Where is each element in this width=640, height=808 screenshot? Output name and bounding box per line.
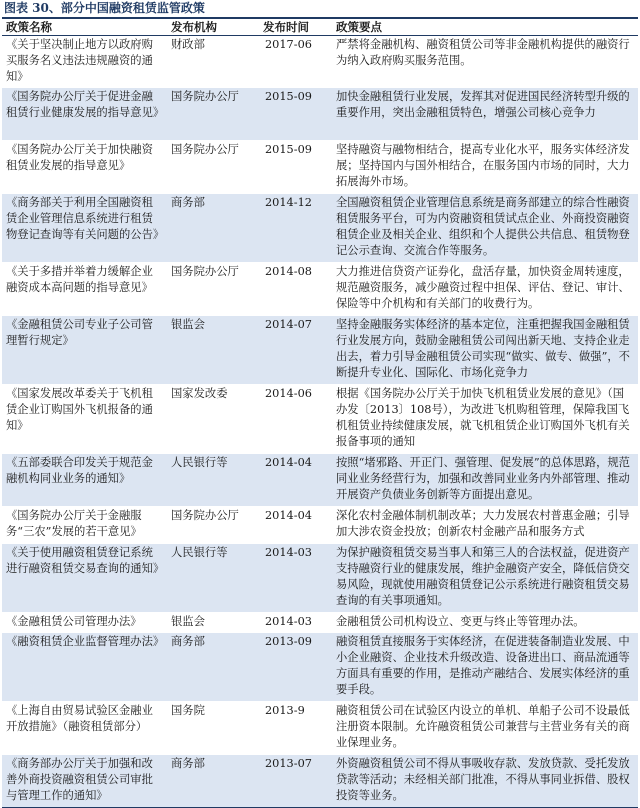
table-row	[2, 384, 638, 453]
policy-name-cell: 《关于坚决制止地方以政府购买服务名义违法违规融资的通知》	[6, 38, 153, 84]
table-row	[2, 701, 638, 754]
table-body	[2, 36, 638, 808]
issue-date-cell: 2014-08	[265, 264, 312, 278]
table-row	[2, 140, 638, 193]
table-row	[2, 262, 638, 315]
table-row	[2, 315, 638, 384]
policy-name-cell: 《金融租赁公司专业子公司管理暂行规定》	[2, 315, 167, 384]
issuing-org-cell: 人民银行等	[167, 543, 259, 612]
header-policy-points: 政策要点	[332, 18, 638, 36]
policy-points-cell: 根据《国务院办公厅关于加快飞机租赁业发展的意见》（国办发〔2013〕108号），为改进飞机购租管理，保障我国飞机租赁业持续健康发展，就飞机租赁企业订购国外飞机有关报备事项的通知	[336, 386, 630, 449]
policy-name-cell: 《融资租赁企业监督管理办法》	[2, 632, 167, 701]
policy-name-cell: 《关于使用融资租赁登记系统进行融资租赁交易查询的通知》	[2, 543, 167, 612]
policy-name-cell: 《关于多措并举着力缓解企业融资成本高问题的指导意见》	[6, 264, 153, 294]
issuing-org-cell: 国务院办公厅	[171, 142, 239, 156]
issue-date-cell: 2013-9	[265, 703, 305, 717]
policy-table	[2, 17, 638, 808]
issuing-org-cell: 人民银行等	[167, 453, 259, 506]
header-issue-date: 发布时间	[259, 18, 332, 36]
policy-name-cell: 《国务院办公厅关于金融服务“三农”发展的若干意见》	[6, 508, 142, 538]
table-row	[2, 506, 638, 543]
policy-points-cell: 深化农村金融体制机制改革；大力发展农村普惠金融；引导加大涉农资金投放；创新农村金融产品和服务方式	[336, 508, 630, 538]
issue-date-cell: 2014-04	[259, 453, 332, 506]
header-policy-name: 政策名称	[2, 18, 167, 36]
issue-date-cell: 2014-03	[265, 614, 312, 628]
issue-date-cell: 2015-09	[265, 142, 312, 156]
issuing-org-cell: 国务院办公厅	[171, 264, 239, 278]
policy-points-cell: 融资租赁直接服务于实体经济，在促进装备制造业发展、中小企业融资、企业技术升级改造、设备进出口、商品流通等方面具有重要的作用，是推动产融结合、发展实体经济的重要手段。	[332, 632, 638, 701]
policy-points-cell: 为保护融资租赁交易当事人和第三人的合法权益，促进资产支持融资行业的健康发展，维护金融资产安全，降低信贷交易风险，现就使用融资租赁登记公示系统进行融资租赁交易查询的有关事项通知。	[332, 543, 638, 612]
issue-date-cell: 2013-09	[259, 632, 332, 701]
policy-points-cell: 按照“堵邪路、开正门、强管理、促发展”的总体思路，规范同业业务经营行为，加强和改善同业业务内外部管理、推动开展资产负债业务创新等方面提出意见。	[332, 453, 638, 506]
header-issuing-org: 发布机构	[167, 18, 259, 36]
policy-points-cell: 融资租赁公司在试验区内设立的单机、单船子公司不设最低注册资本限制。允许融资租赁公司兼营与主营业务有关的商业保理业务。	[336, 703, 630, 750]
issue-date-cell: 2014-06	[265, 386, 312, 400]
issuing-org-cell: 国务院	[171, 703, 205, 717]
table-row	[2, 754, 638, 807]
issue-date-cell: 2017-06	[265, 38, 312, 51]
table-row	[2, 36, 638, 88]
policy-points-cell: 坚持金融服务实体经济的基本定位，注重把握我国金融租赁行业发展方向，鼓励金融租赁公司闯出新天地、支持企业走出去，着力引导金融租赁公司实现“做实、做专、做强”，不断提升专业化、国际化、市场化竞争力	[332, 315, 638, 384]
policy-points-cell: 加快金融租赁行业发展，发挥其对促进国民经济转型升级的重要作用，突出金融租赁特色，增强公司核心竞争力	[332, 87, 638, 140]
policy-name-cell: 《商务部关于利用全国融资租赁企业管理信息系统进行租赁物登记查询等有关问题的公告》	[2, 193, 167, 262]
issuing-org-cell: 商务部	[167, 193, 259, 262]
issuing-org-cell: 财政部	[171, 38, 205, 51]
table-row	[2, 193, 638, 262]
table-header-row	[2, 18, 638, 36]
issuing-org-cell: 银监会	[167, 315, 259, 384]
table-row	[2, 632, 638, 701]
policy-points-cell: 大力推进信贷资产证券化，盘活存量，加快资金周转速度，规范融资服务，减少融资过程中担保、评估、登记、审计、保险等中介机构和有关部门的收费行为。	[336, 264, 630, 311]
policy-name-cell: 《国务院办公厅关于加快融资租赁业发展的指导意见》	[6, 142, 153, 172]
table-row	[2, 612, 638, 632]
issuing-org-cell: 银监会	[171, 614, 205, 628]
issuing-org-cell: 国务院办公厅	[167, 87, 259, 140]
table-row	[2, 543, 638, 612]
policy-points-cell: 外资融资租赁公司不得从事吸收存款、发放贷款、受托发放贷款等活动；未经相关部门批准，不得从事同业拆借、股权投资等业务。	[332, 754, 638, 807]
policy-name-cell: 《五部委联合印发关于规范金融机构同业业务的通知》	[2, 453, 167, 506]
policy-name-cell: 《国家发展改革委关于飞机租赁企业订购国外飞机报备的通知》	[6, 386, 153, 433]
issuing-org-cell: 商务部	[167, 754, 259, 807]
table-row	[2, 453, 638, 506]
policy-points-cell: 金融租赁公司机构设立、变更与终止等管理办法。	[336, 614, 585, 628]
table-row	[2, 87, 638, 140]
policy-name-cell: 《金融租赁公司管理办法》	[6, 614, 142, 628]
policy-points-cell: 坚持融资与融物相结合，提高专业化水平，服务实体经济发展；坚持国内与国外相结合，在服务国内市场的同时，大力拓展海外市场。	[336, 142, 630, 189]
issue-date-cell: 2015-09	[259, 87, 332, 140]
policy-points-cell: 全国融资租赁企业管理信息系统是商务部建立的综合性融资租赁服务平台，可为内资融资租赁试点企业、外商投资融资租赁企业及相关企业、组织和个人提供公共信息、租赁物登记公示查询、交流合作等服务。	[332, 193, 638, 262]
issue-date-cell: 2014-12	[259, 193, 332, 262]
issue-date-cell: 2014-07	[259, 315, 332, 384]
issue-date-cell: 2014-03	[259, 543, 332, 612]
policy-points-cell: 严禁将金融机构、融资租赁公司等非金融机构提供的融资行为纳入政府购买服务范围。	[336, 38, 630, 68]
issuing-org-cell: 国家发改委	[171, 386, 228, 400]
policy-name-cell: 《商务部办公厅关于加强和改善外商投资融资租赁公司审批与管理工作的通知》	[2, 754, 167, 807]
issue-date-cell: 2014-04	[265, 508, 312, 522]
policy-name-cell: 《上海自由贸易试验区金融业开放措施》（融资租赁部分）	[6, 703, 153, 733]
policy-name-cell: 《国务院办公厅关于促进金融租赁行业健康发展的指导意见》	[2, 87, 167, 140]
issue-date-cell: 2013-07	[259, 754, 332, 807]
figure-title: 图表 30、部分中国融资租赁监管政策	[4, 1, 205, 15]
issuing-org-cell: 商务部	[167, 632, 259, 701]
issuing-org-cell: 国务院办公厅	[171, 508, 239, 522]
